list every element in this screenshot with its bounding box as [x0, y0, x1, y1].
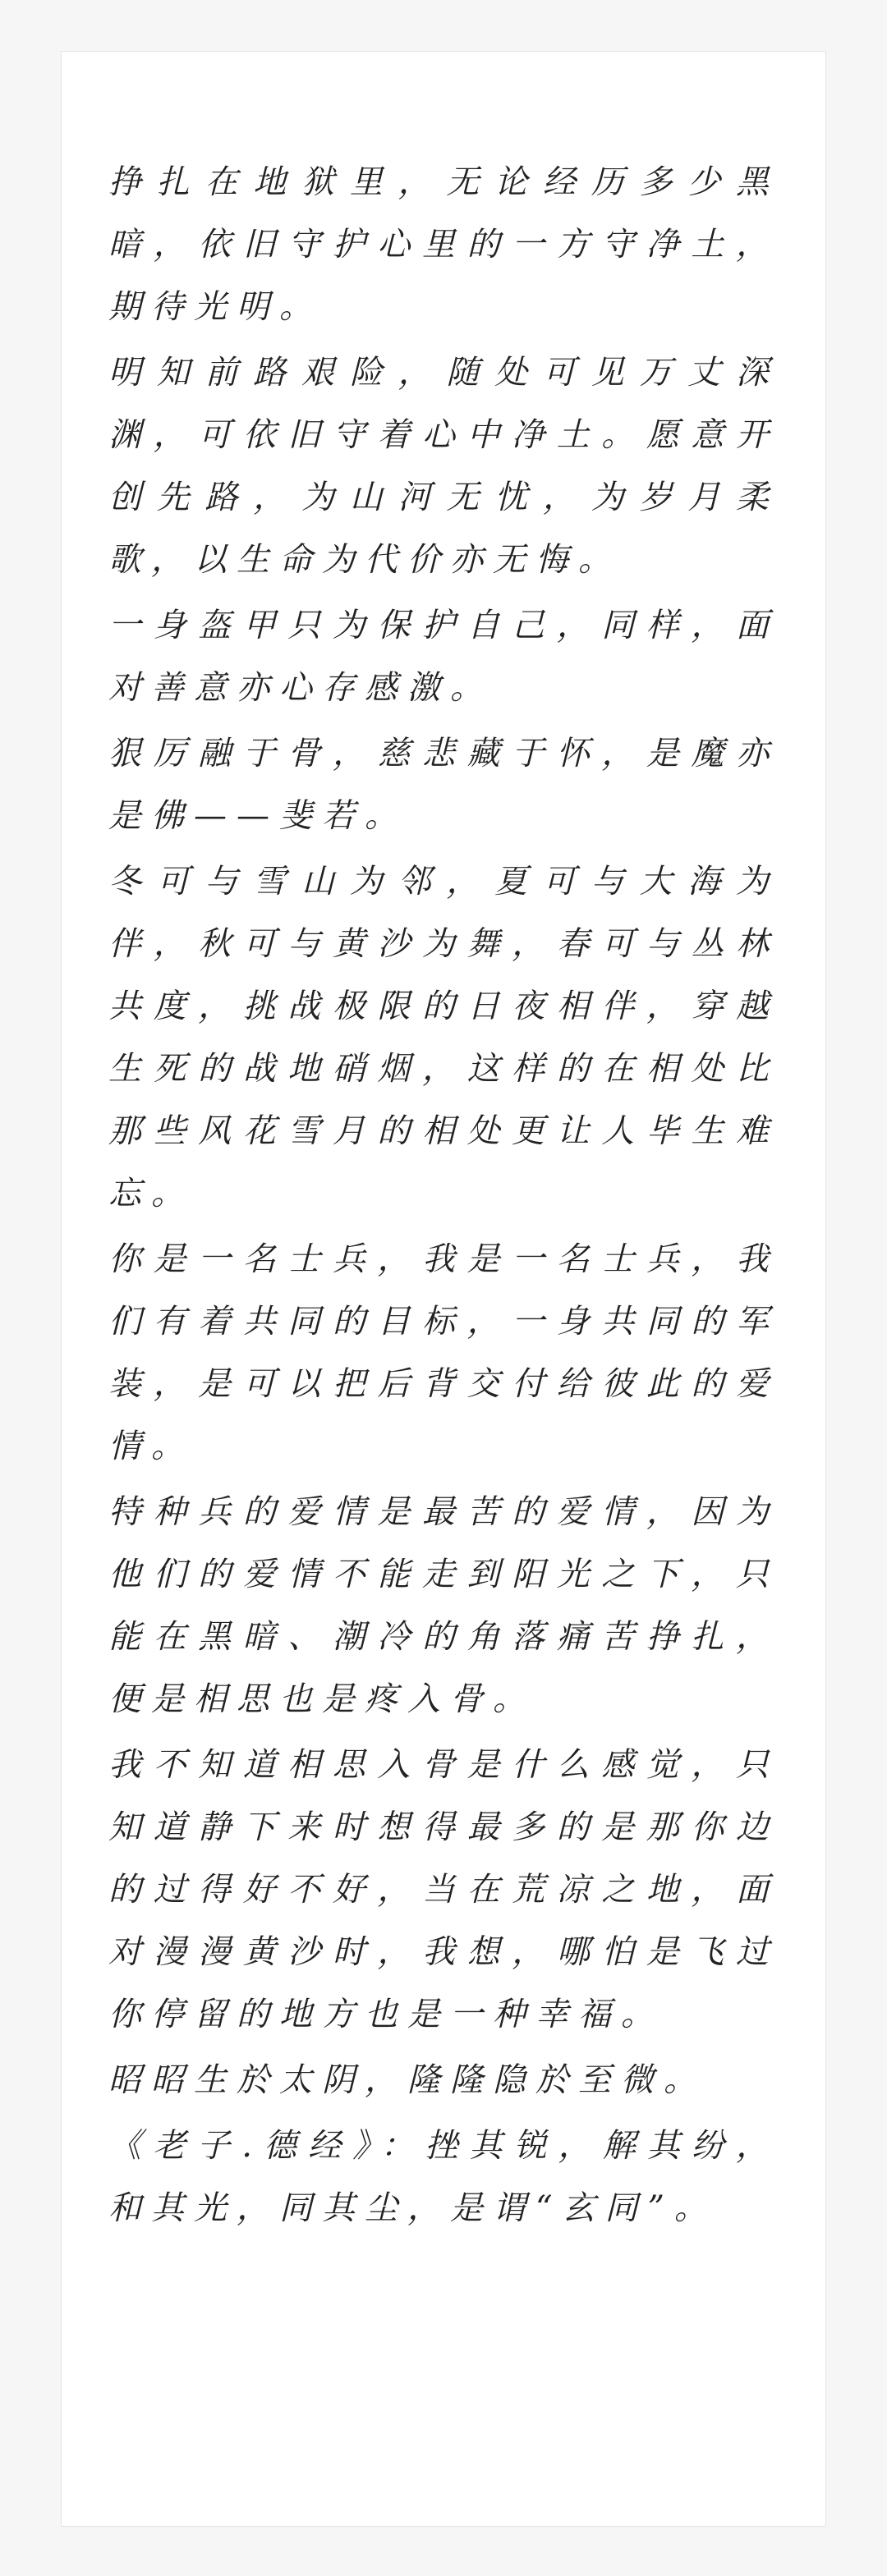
paragraph: 特种兵的爱情是最苦的爱情，因为他们的爱情不能走到阳光之下，只能在黑暗、潮冷的角落痛苦挣扎，便是相思也是疼入骨。: [108, 1493, 779, 1718]
paragraph: 一身盔甲只为保护自己，同样，面对善意亦心存感激。: [108, 607, 779, 707]
paragraph: 明知前路艰险，随处可见万丈深渊，可依旧守着心中净土。愿意开创先路，为山河无忧，为岁月柔歌，以生命为代价亦无悔。: [108, 354, 779, 579]
paragraph: 狠厉融于骨，慈悲藏于怀，是魔亦是佛——斐若。: [108, 735, 779, 835]
paragraph: 冬可与雪山为邻，夏可与大海为伴，秋可与黄沙为舞，春可与丛林共度，挑战极限的日夜相伴，穿越生死的战地硝烟，这样的在相处比那些风花雪月的相处更让人毕生难忘。: [108, 863, 779, 1212]
paragraph: 昭昭生於太阴，隆隆隐於至微。: [108, 2061, 706, 2099]
paragraph: 挣扎在地狱里，无论经历多少黑暗，依旧守护心里的一方守净土，期待光明。: [108, 163, 779, 326]
paragraph: 《老子.德经》：挫其锐，解其纷，和其光，同其尘，是谓“玄同”。: [108, 2127, 779, 2227]
paragraph: 我不知道相思入骨是什么感觉，只知道静下来时想得最多的是那你边的过得好不好，当在荒凉之地，面对漫漫黄沙时，我想，哪怕是飞过你停留的地方也是一种幸福。: [108, 1746, 779, 2033]
document-body: [108, 151, 779, 2239]
paragraph: 你是一名士兵，我是一名士兵，我们有着共同的目标，一身共同的军装，是可以把后背交付给彼此的爱情。: [108, 1240, 779, 1465]
